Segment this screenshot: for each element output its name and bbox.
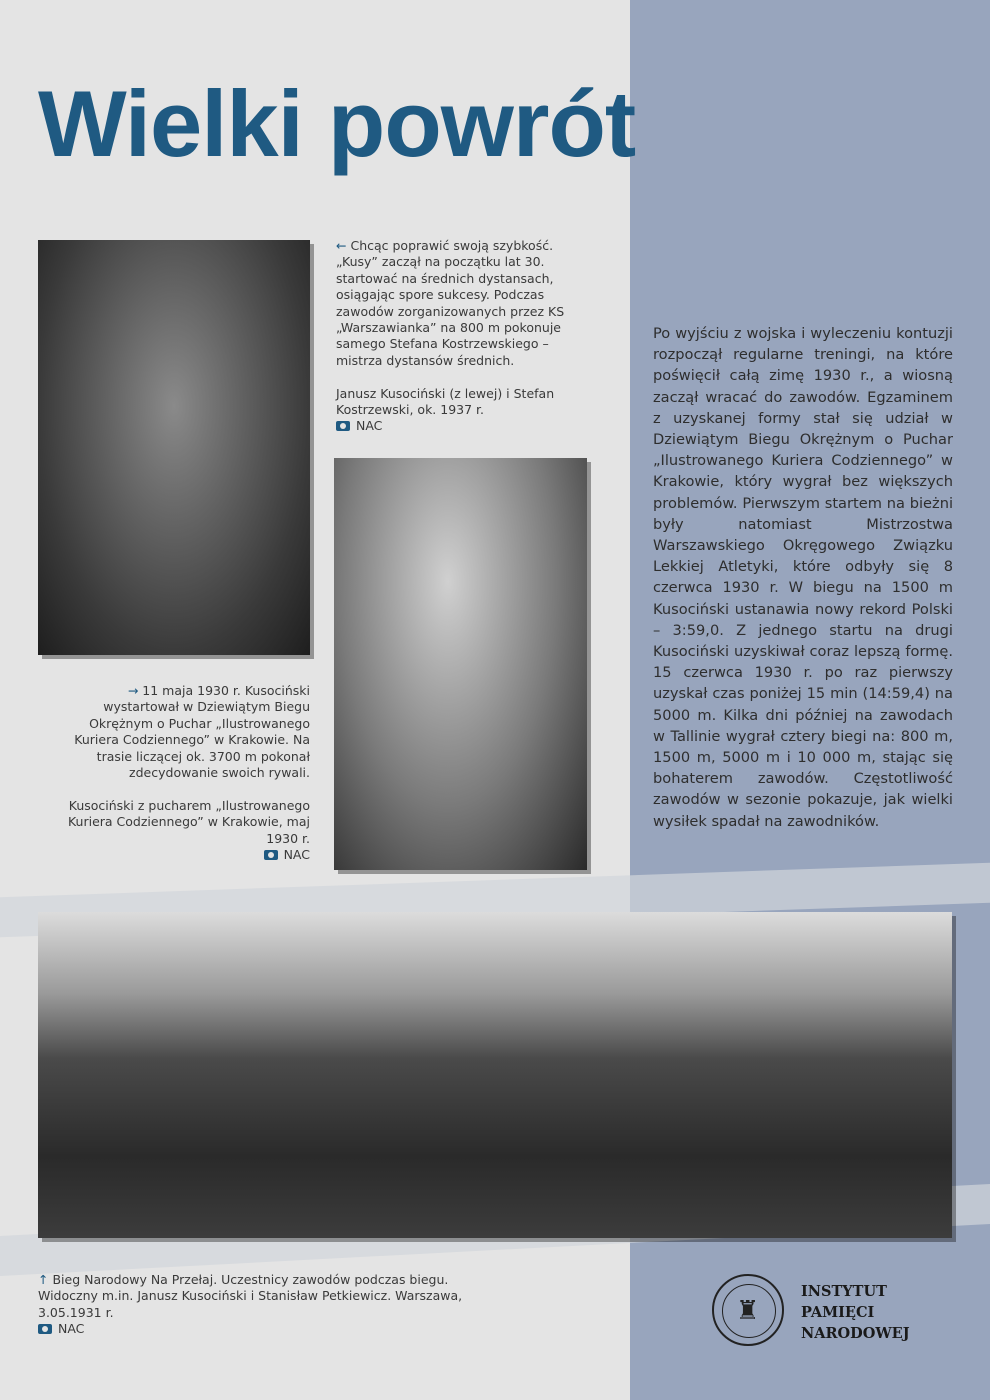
caption-middle [60,683,310,863]
caption-text: Chcąc poprawić swoją szybkość. „Kusy” zaczął na początku lat 30. startować na średnich dystansach, osiągając spore sukcesy. Podczas zawodów zorganizowanych przez KS „Warszawianka” na 800 m pokonuje samego Stefana Kostrzewskiego – mistrza dystansów średnich. [336,238,565,368]
arrow-left-icon: ← [336,238,347,253]
arrow-right-icon: → [127,683,139,698]
caption-text: 11 maja 1930 r. Kusociński wystartował w Dziewiątym Biegu Okrężnym o Puchar „Ilustrowanego Kuriera Codziennego” w Krakowie. Na trasie liczącej ok. 3700 m pokonał zdecydowanie swoich rywali. [74,683,310,781]
main-text: Po wyjściu z wojska i wyleczeniu kontuzji rozpoczął regularne treningi, na które poświęcił całą zimę 1930 r., a wiosną zaczął wracać do zawodów. Egzaminem z uzyskanej formy stał się udział w Dziewiątym Biegu Okrężnym o Puchar „Ilustrowanego Kuriera Codziennego” w Krakowie, który wygrał bez większych problemów. Pierwszym startem na bieżni były natomiast Mistrzostwa Warszawskiego Okręgowego Związku Lekkiej Atletyki, które odbyły się 8 czerwca 1930 r. W biegu na 1500 m Kusociński ustanawia nowy rekord Polski – 3:59,0. Z jednego startu na drugi Kusociński uzyskiwał coraz lepszą formę. 15 czerwca 1930 r. po raz pierwszy uzyskał czas poniżej 15 min (14:59,4) na 5000 m. Kilka dni później na zawodach w Tallinie wygrał cztery biegi na: 800 m, 1500 m, 5000 m i 10 000 m, stając się bohaterem zawodów. Częstotliwość zawodów w sezonie pokazuje, jak wielki wysiłek spadał na zawodników. [653,325,953,830]
photo-credit: NAC [58,1321,85,1337]
photo-cross-country-race [38,912,952,1238]
photo-description: Janusz Kusociński (z lewej) i Stefan Kostrzewski, ok. 1937 r. [336,385,555,418]
page-title: Wielki powrót [38,71,636,176]
photo-description: Kusociński z pucharem „Ilustrowanego Kuriera Codziennego” w Krakowie, maj 1930 r. [67,797,310,846]
caption-bottom [38,1272,488,1338]
caption-top [336,238,586,435]
logo-line: PAMIĘCI [801,1304,875,1321]
photo-credit: NAC [283,847,310,863]
photo-kusocinski-trophy [334,458,587,870]
photo-credit: NAC [356,418,383,434]
photo-kusocinski-kostrzewski [38,240,310,655]
ipn-logo-text [801,1281,910,1344]
caption-text: Bieg Narodowy Na Przełaj. Uczestnicy zawodów podczas biegu. Widoczny m.in. Janusz Kusociński i Stanisław Petkiewicz. Warszawa, 3.05.1931 r. [38,1272,463,1320]
camera-icon [38,1324,52,1334]
arrow-up-icon: ↑ [38,1272,49,1287]
logo-line: INSTYTUT [801,1283,887,1300]
logo-line: NARODOWEJ [801,1325,910,1342]
camera-icon [264,850,278,860]
camera-icon [336,421,350,431]
eagle-icon: ♜ [736,1296,760,1326]
ipn-seal-logo [712,1274,784,1346]
